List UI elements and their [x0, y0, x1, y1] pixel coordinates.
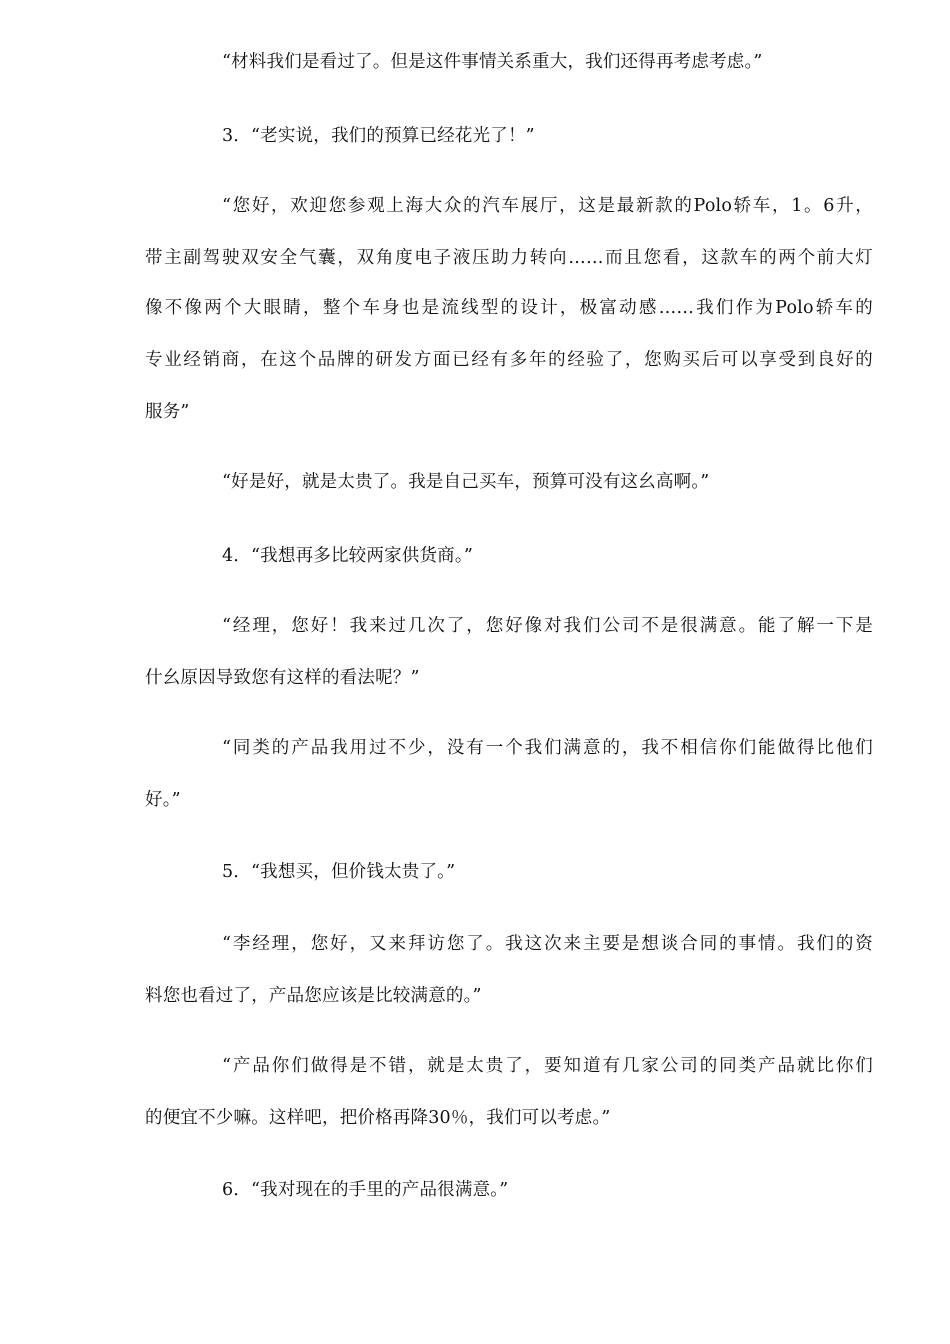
numbered-objection-5: 5．“我想买，但价钱太贵了。”	[222, 862, 456, 882]
numbered-objection-3: 3．“老实说，我们的预算已经花光了！”	[222, 126, 535, 146]
paragraph-line: 像不像两个大眼睛，整个车身也是流线型的设计，极富动感……我们作为Polo轿车的	[145, 298, 873, 318]
paragraph-line: “李经理，您好，又来拜访您了。我这次来主要是想谈合同的事情。我们的资	[222, 934, 873, 954]
paragraph-line: 服务”	[145, 402, 190, 422]
paragraph-line: “您好，欢迎您参观上海大众的汽车展厅，这是最新款的Polo轿车，1。6升，	[222, 196, 873, 216]
paragraph-line: “同类的产品我用过不少，没有一个我们满意的，我不相信你们能做得比他们	[222, 738, 873, 758]
numbered-objection-4: 4．“我想再多比较两家供货商。”	[222, 546, 473, 566]
paragraph-line: “好是好，就是太贵了。我是自己买车，预算可没有这幺高啊。”	[222, 472, 710, 492]
paragraph-line: 料您也看过了，产品您应该是比较满意的。”	[145, 986, 482, 1006]
paragraph-line: 带主副驾驶双安全气囊，双角度电子液压助力转向……而且您看，这款车的两个前大灯	[145, 248, 873, 268]
paragraph-line: 专业经销商，在这个品牌的研发方面已经有多年的经验了，您购买后可以享受到良好的	[145, 350, 873, 370]
numbered-objection-6: 6．“我对现在的手里的产品很满意。”	[222, 1180, 509, 1200]
paragraph-line: “经理，您好！我来过几次了，您好像对我们公司不是很满意。能了解一下是	[222, 616, 873, 636]
paragraph-line: “产品你们做得是不错，就是太贵了，要知道有几家公司的同类产品就比你们	[222, 1056, 873, 1076]
paragraph-line: “材料我们是看过了。但是这件事情关系重大，我们还得再考虑考虑。”	[222, 52, 763, 72]
paragraph-line: 好。”	[145, 790, 181, 810]
paragraph-line: 什幺原因导致您有这样的看法呢？”	[145, 668, 420, 688]
paragraph-line: 的便宜不少嘛。这样吧，把价格再降30％，我们可以考虑。”	[145, 1108, 611, 1128]
